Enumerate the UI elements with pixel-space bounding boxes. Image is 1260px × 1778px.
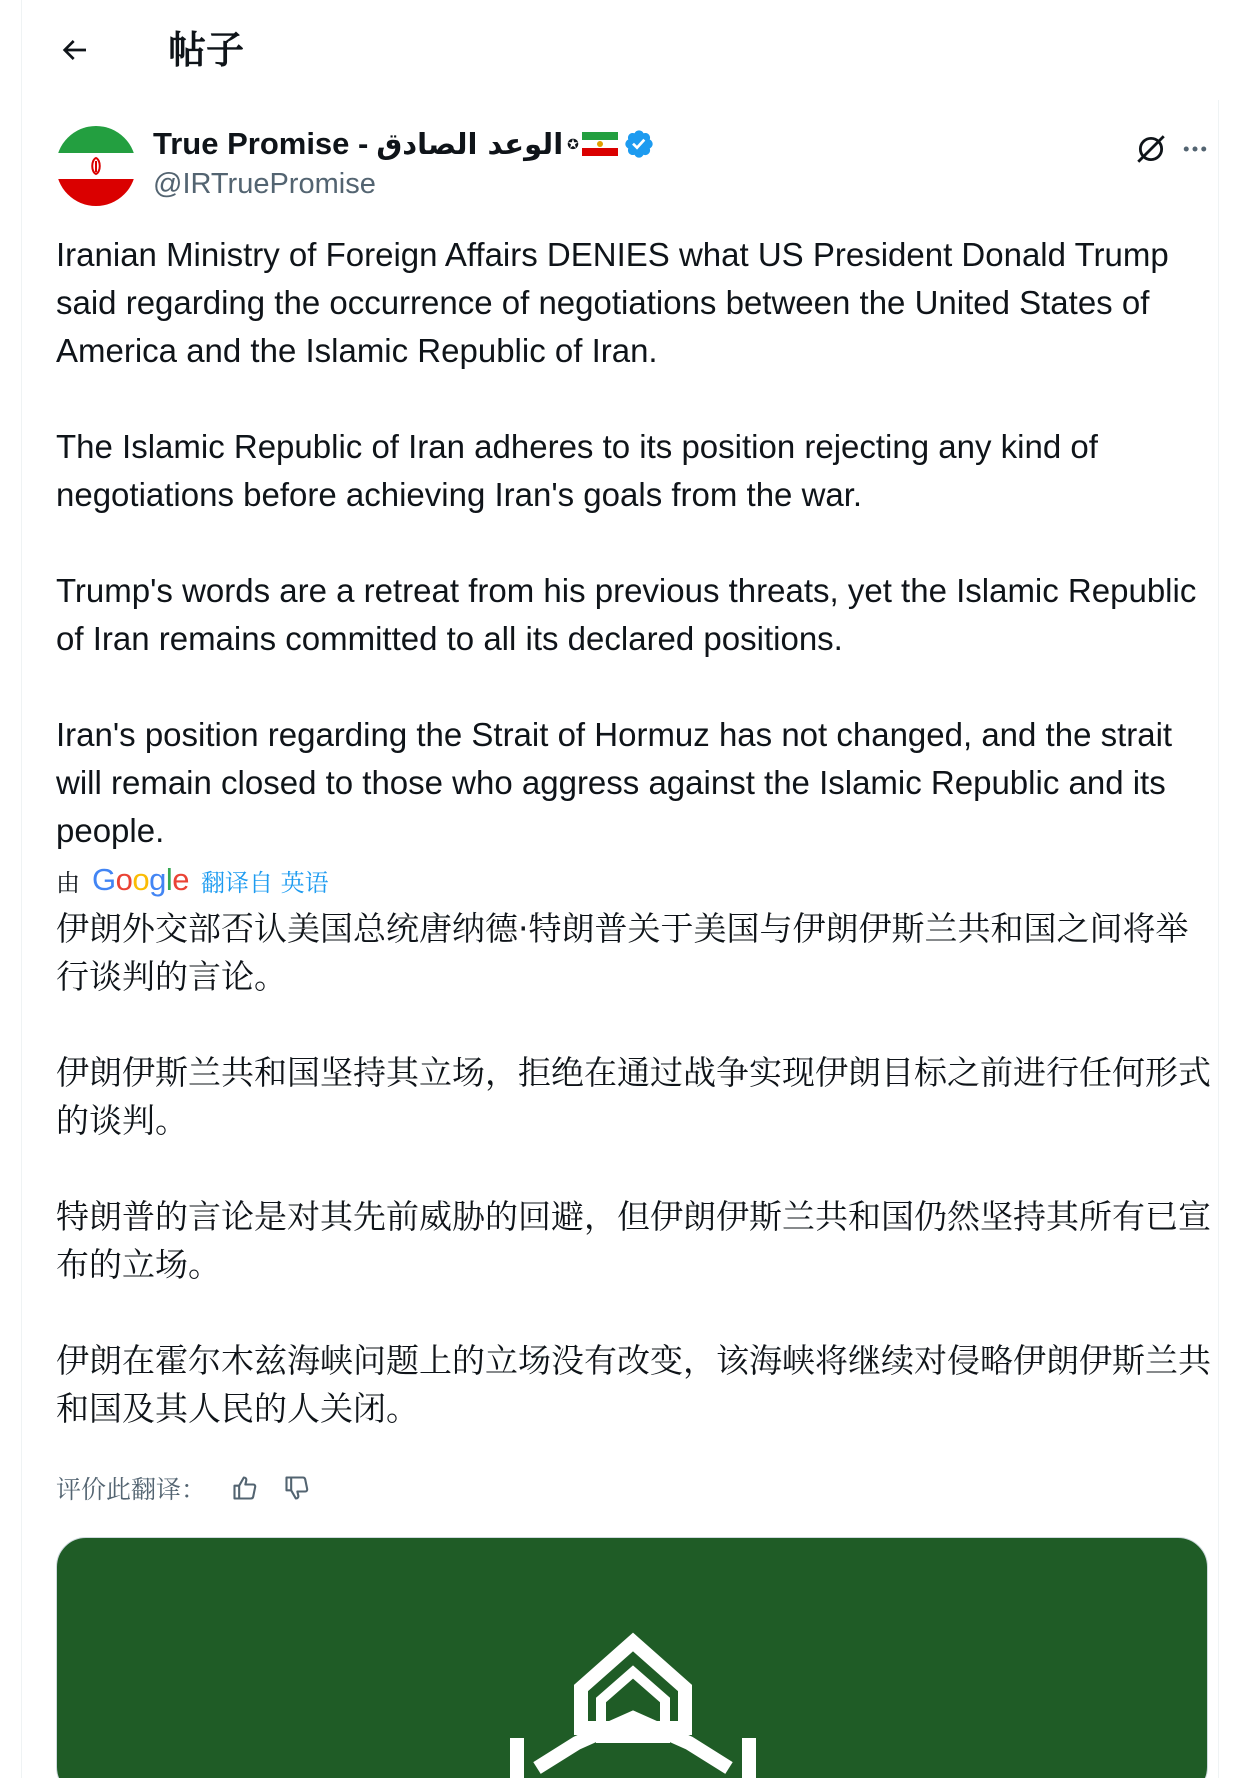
iran-lion-flag-icon	[582, 132, 618, 156]
arrow-left-icon	[58, 34, 90, 66]
display-name-ar: الوعد الصادق	[376, 127, 564, 161]
star-glyph: ✪	[567, 135, 579, 152]
post-media-image[interactable]	[56, 1537, 1208, 1778]
post-author	[56, 124, 1206, 208]
translated-by-row	[56, 862, 329, 898]
back-button[interactable]	[52, 28, 96, 72]
more-icon	[1180, 134, 1210, 164]
translated-from-link[interactable]: 翻译自 英语	[201, 868, 329, 897]
thumbs-up-icon	[231, 1474, 259, 1502]
thumbs-up-button[interactable]	[228, 1471, 262, 1505]
translated-text: 伊朗外交部否认美国总统唐纳德·特朗普关于美国与伊朗伊斯兰共和国之间将举行谈判的言论。 伊朗伊斯兰共和国坚持其立场，拒绝在通过战争实现伊朗目标之前进行任何形式的谈判。 特朗普的言论是对其先前威胁的回避，但伊朗伊斯兰共和国仍然坚持其所有已宣布的立场。 伊朗在霍尔木兹海峡问题上的立场没有改变，该海峡将继续对侵略伊朗伊斯兰共和国及其人民的人关闭。	[56, 909, 1211, 1428]
user-handle[interactable]: @IRTruePromise	[153, 168, 376, 200]
post-text: Iranian Ministry of Foreign Affairs DENIES what US President Donald Trump said regarding the occurrence of negotiations between the United States of America and the Islamic Republic of Iran. The Islamic Republic of Iran adheres to its position rejecting any kind of negotiations before achieving Iran's goals from the war. Trump's words are a retreat from his previous threats, yet the Islamic Republic of Iran remains committed to all its declared positions. Iran's position regarding the Strait of Hormuz has not changed, and the strait will remain closed to those who aggress against the Islamic Republic and its people.	[56, 236, 1197, 849]
more-button[interactable]	[1174, 128, 1216, 170]
thumbs-down-button[interactable]	[280, 1471, 314, 1505]
rate-translation-label: 评价此翻译：	[56, 1475, 207, 1504]
rate-translation-row	[56, 1468, 332, 1508]
post-column	[21, 0, 1219, 1778]
avatar[interactable]	[56, 126, 136, 206]
google-logo: Google	[92, 862, 190, 897]
grok-icon	[1134, 132, 1168, 166]
grok-button[interactable]	[1130, 128, 1172, 170]
display-name-en: True Promise -	[153, 126, 369, 161]
translated-by-label: 由	[56, 868, 80, 897]
thumbs-down-icon	[283, 1474, 311, 1502]
page-title: 帖子	[168, 28, 245, 72]
emblem-logo	[57, 1538, 1208, 1778]
verified-badge-icon	[623, 128, 655, 160]
display-name[interactable]	[153, 124, 655, 164]
iran-flag-avatar-icon	[56, 126, 136, 206]
page-header	[22, 0, 1220, 100]
